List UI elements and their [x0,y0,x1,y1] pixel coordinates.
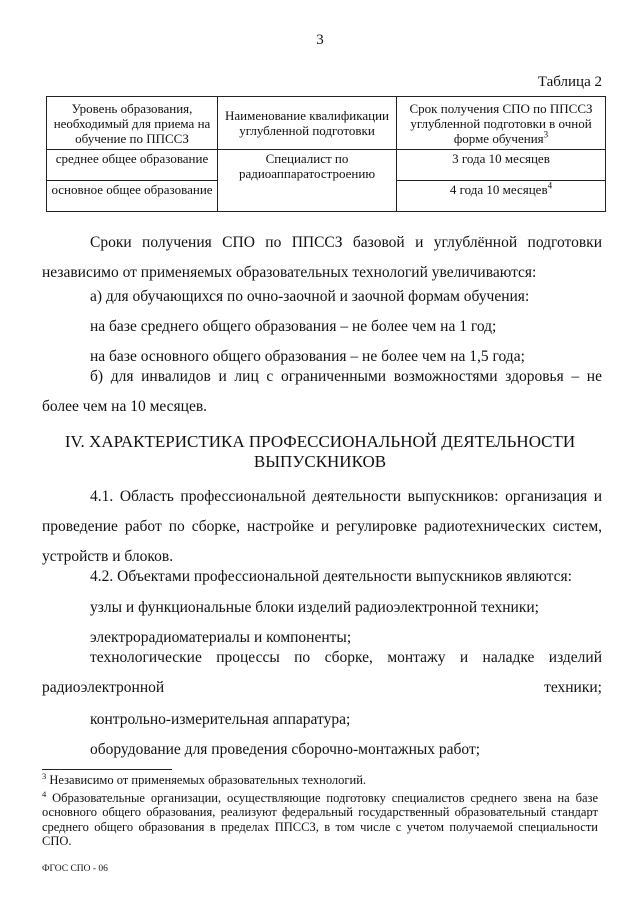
column-header-education-level: Уровень образования, необходимый для приема на обучение по ППССЗ [47,97,218,150]
footnote-ref-4: 4 [547,180,553,191]
table-caption: Таблица 2 [537,74,602,90]
document-code: ФГОС СПО - 06 [42,864,108,874]
list-item: электрорадиоматериалы и компоненты; [90,629,352,646]
table-row [47,150,606,181]
cell-education-level: среднее общее образование [47,150,218,181]
column-header-term: Срок получения СПО по ППССЗ углубленной подготовки в очной форме обучения$^3$ [397,97,606,150]
paragraph-item-a: а) для обучающихся по очно-заочной и заочной формам обучения: [90,288,530,305]
cell-term: 3 года 10 месяцев [397,150,606,181]
list-item: технологические процессы по сборке, монтажу и наладке изделий радиоэлектронной техники; [42,649,602,696]
paragraph-item-b: б) для инвалидов и лиц с ограниченными возможностями здоровья – не более чем на 10 месяцев. [42,368,602,415]
paragraph-basic-general: на базе основного общего образования – не более чем на 1,5 года; [90,348,525,365]
cell-education-level: основное общее образование [47,181,218,212]
list-item: узлы и функциональные блоки изделий радиоэлектронной техники; [90,599,539,616]
cell-term: 4 года 10 месяцев$^4$ [397,181,606,212]
paragraph-study-terms: Сроки получения СПО по ППССЗ базовой и углублённой подготовки независимо от применяемых образовательных технологий увеличиваются: [42,234,602,281]
list-item: контрольно-измерительная аппаратура; [90,711,351,728]
footnote-separator [42,769,172,770]
page-number: 3 [316,32,324,48]
section-title: IV. ХАРАКТЕРИСТИКА ПРОФЕССИОНАЛЬНОЙ ДЕЯТЕЛЬНОСТИ ВЫПУСКНИКОВ [64,432,576,471]
paragraph-secondary-general: на базе среднего общего образования – не более чем на 1 год; [90,318,497,335]
cell-qualification: Специалист по радиоаппаратостроению [218,150,397,212]
footnote-3: $^3$ Независимо от применяемых образовательных технологий. [42,770,367,787]
column-header-qualification: Наименование квалификации углубленной подготовки [218,97,397,150]
footnotes [42,770,598,852]
list-item: оборудование для проведения сборочно-монтажных работ; [90,741,481,758]
footnote-ref-3: 3 [543,129,549,140]
footnote-4: $^4$ Образовательные организации, осуществляющие подготовку специалистов среднего звена на базе основного общего образования, реализуют федеральный государственный образовательный стандарт среднего общего образования в пределах ППССЗ, в том числе с учетом получаемой специальности СПО. [42,788,598,848]
paragraph-4-1: 4.1. Область профессиональной деятельности выпускников: организация и проведение работ по сборке, настройке и регулировке радиотехнических систем, устройств и блоков. [42,488,602,565]
paragraph-4-2: 4.2. Объектами профессиональной деятельности выпускников являются: [90,568,572,585]
education-terms-table [46,96,606,212]
table-header-row [47,97,606,150]
